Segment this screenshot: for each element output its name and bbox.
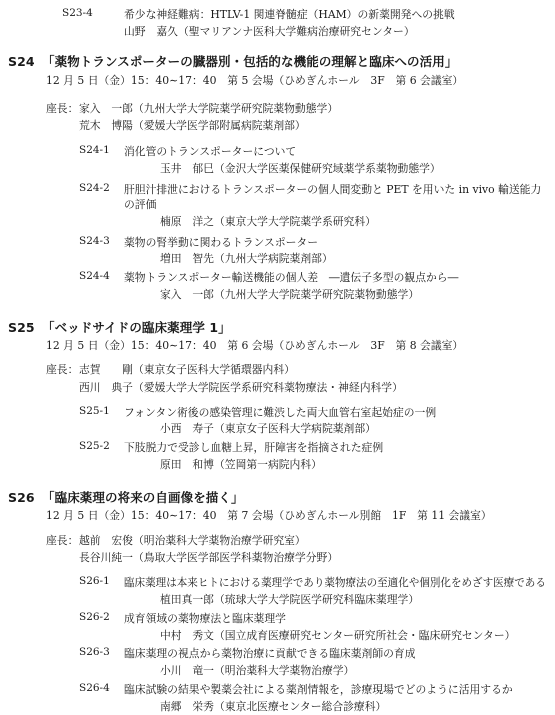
talk-title: 下肢脱力で受診し血糖上昇，肝障害を指摘された症例 — [124, 441, 384, 454]
talk-code: S24-4 — [79, 270, 110, 282]
session-heading — [8, 318, 231, 336]
talk-title: 臨床薬理は本来ヒトにおける薬理学であり薬物療法の至適化や個別化をめざす医療である — [124, 577, 546, 589]
talk-speaker: 原田 和博（笠岡第一病院内科） — [160, 458, 322, 471]
session-schedule: 12 月 5 日（金）15：40∼17：40 第 7 会場（ひめぎんホール別館 1F 第 11 会議室） — [46, 509, 492, 522]
talk-title: 臨床薬理の視点から薬物治療に貢献できる臨床薬剤師の育成 — [124, 647, 416, 660]
talk-title: 肝胆汁排泄におけるトランスポーターの個人間変動と PET を用いた in vivo 輸送能力 — [124, 183, 542, 196]
talk-speaker: 小川 竜一（明治薬科大学薬物治療学） — [160, 664, 355, 677]
session-schedule: 12 月 5 日（金）15：40∼17：40 第 6 会場（ひめぎんホール 3F 第 8 会議室） — [46, 339, 464, 352]
session-heading — [8, 488, 244, 506]
chair: 長谷川純一（鳥取大学医学部医学科薬物治療学分野） — [79, 551, 339, 564]
chair: 家入 一郎（九州大学大学院薬学研究院薬物動態学） — [79, 102, 339, 115]
session-title: 「ベッドサイドの臨床薬理学 1」 — [42, 320, 231, 335]
talk-speaker: 小西 寿子（東京女子医科大学病院薬剤部） — [160, 422, 376, 435]
talk-title: 消化管のトランスポーターについて — [124, 145, 297, 158]
talk-title: 成育領域の薬物療法と臨床薬理学 — [124, 612, 286, 625]
session-id: S26 — [8, 490, 35, 505]
talk-speaker: 南郷 栄秀（東京北医療センター総合診療科） — [160, 700, 387, 713]
chair: 越前 宏俊（明治薬科大学薬物治療学研究室） — [79, 534, 306, 547]
session-id: S25 — [8, 320, 35, 335]
talk-speaker: 家入 一郎（九州大学大学院薬学研究院薬物動態学） — [160, 288, 420, 301]
session-id: S24 — [8, 54, 35, 69]
talk-code: S26-1 — [79, 575, 110, 587]
chairs-label: 座長： — [46, 102, 79, 115]
talk-code: S26-2 — [79, 611, 110, 623]
talk-speaker: 植田真一郎（琉球大学大学院医学研究科臨床薬理学） — [160, 593, 420, 606]
talk-title: 薬物トランスポーター輸送機能の個人差 ―遺伝子多型の観点から― — [124, 271, 459, 284]
talk-code: S24-1 — [79, 144, 110, 156]
chair: 西川 典子（愛媛大学大学院医学系研究科薬物療法・神経内科学） — [79, 381, 403, 394]
talk-title-cont: の評価 — [124, 198, 157, 211]
talk-title: 希少な神経難病：HTLV-1 関連脊髄症（HAM）の新薬開発への挑戦 — [124, 8, 455, 21]
talk-title: 薬物の腎挙動に関わるトランスポーター — [124, 236, 319, 249]
session-heading — [8, 52, 457, 70]
session-schedule: 12 月 5 日（金）15：40∼17：40 第 5 会場（ひめぎんホール 3F 第 6 会議室） — [46, 74, 464, 87]
talk-title: 臨床試験の結果や製薬会社による薬剤情報を，診療現場でどのように活用するか — [124, 683, 513, 696]
chairs-label: 座長： — [46, 534, 79, 547]
talk-speaker: 山野 嘉久（聖マリアンナ医科大学難病治療研究センター） — [124, 25, 415, 38]
talk-title: フォンタン術後の感染管理に難渋した両大血管右室起始症の一例 — [124, 406, 437, 419]
talk-speaker: 玉井 郁巳（金沢大学医薬保健研究域薬学系薬物動態学） — [160, 162, 441, 175]
talk-code: S23-4 — [62, 7, 93, 19]
session-title: 「薬物トランスポーターの臓器別・包括的な機能の理解と臨床への活用」 — [42, 54, 458, 69]
talk-code: S25-2 — [79, 440, 110, 452]
talk-code: S25-1 — [79, 405, 110, 417]
talk-code: S26-3 — [79, 646, 110, 658]
chair: 荒木 博陽（愛媛大学医学部附属病院薬剤部） — [79, 119, 306, 132]
chair: 志賀 剛（東京女子医科大学循環器内科） — [79, 363, 295, 376]
talk-speaker: 楠原 洋之（東京大学大学院薬学系研究科） — [160, 215, 376, 228]
talk-code: S26-4 — [79, 682, 110, 694]
chairs-label: 座長： — [46, 363, 79, 376]
session-title: 「臨床薬理の将来の自画像を描く」 — [42, 490, 244, 505]
talk-speaker: 中村 秀文（国立成育医療研究センター研究所社会・臨床研究センター） — [160, 629, 516, 642]
talk-code: S24-2 — [79, 182, 110, 194]
talk-code: S24-3 — [79, 235, 110, 247]
talk-speaker: 増田 智先（九州大学病院薬剤部） — [160, 252, 333, 265]
